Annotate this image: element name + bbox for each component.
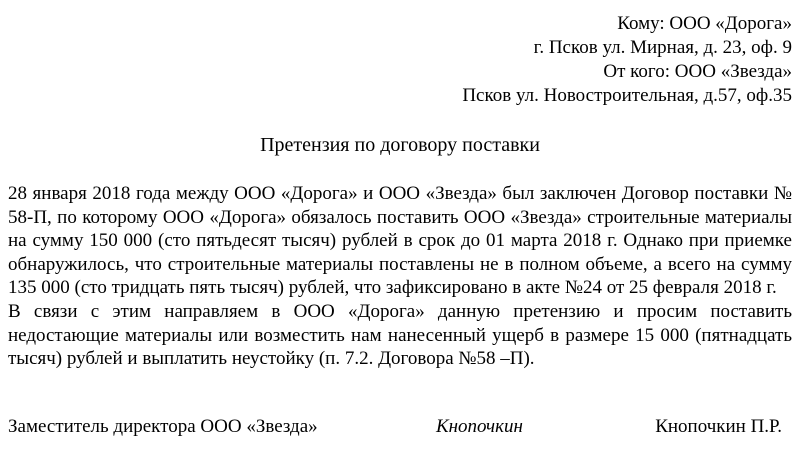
recipient-line: Кому: ООО «Дорога» [617,13,792,34]
signatory-position: Заместитель директора ООО «Звезда» [8,416,318,437]
paragraph-demand: В связи с этим направляем в ООО «Дорога» данную претензию и просим поставить недостающие материалы или возместить нам нанесенный ущерб в размере 15 000 (пятнадцать тысяч) рублей и выплатить неустойку (п. 7.2. Договора №58 –П). [8,300,792,370]
sender-line: От кого: ООО «Звезда» [603,61,792,82]
letter-body [8,182,792,371]
recipient-address: г. Псков ул. Мирная, д. 23, оф. 9 [533,37,792,58]
signatory-name: Кнопочкин П.Р. [655,416,782,437]
sender-address: Псков ул. Новостроительная, д.57, оф.35 [462,85,792,106]
paragraph-contract-details: 28 января 2018 года между ООО «Дорога» и ООО «Звезда» был заключен Договор поставки № 58-П, по которому ООО «Дорога» обязалось поставить ООО «Звезда» строительные материалы на сумму 150 000 (сто пятьдесят тысяч) рублей в срок до 01 марта 2018 г. Однако при приемке обнаружилось, что строительные материалы поставлены не в полном объеме, а всего на сумму 135 000 (сто тридцать пять тысяч) рублей, что зафиксировано в акте №24 от 25 февраля 2018 г. [8,183,792,299]
handwritten-signature: Кнопочкин [436,416,523,437]
addressee-block [462,12,792,108]
document-title: Претензия по договору поставки [260,134,540,156]
